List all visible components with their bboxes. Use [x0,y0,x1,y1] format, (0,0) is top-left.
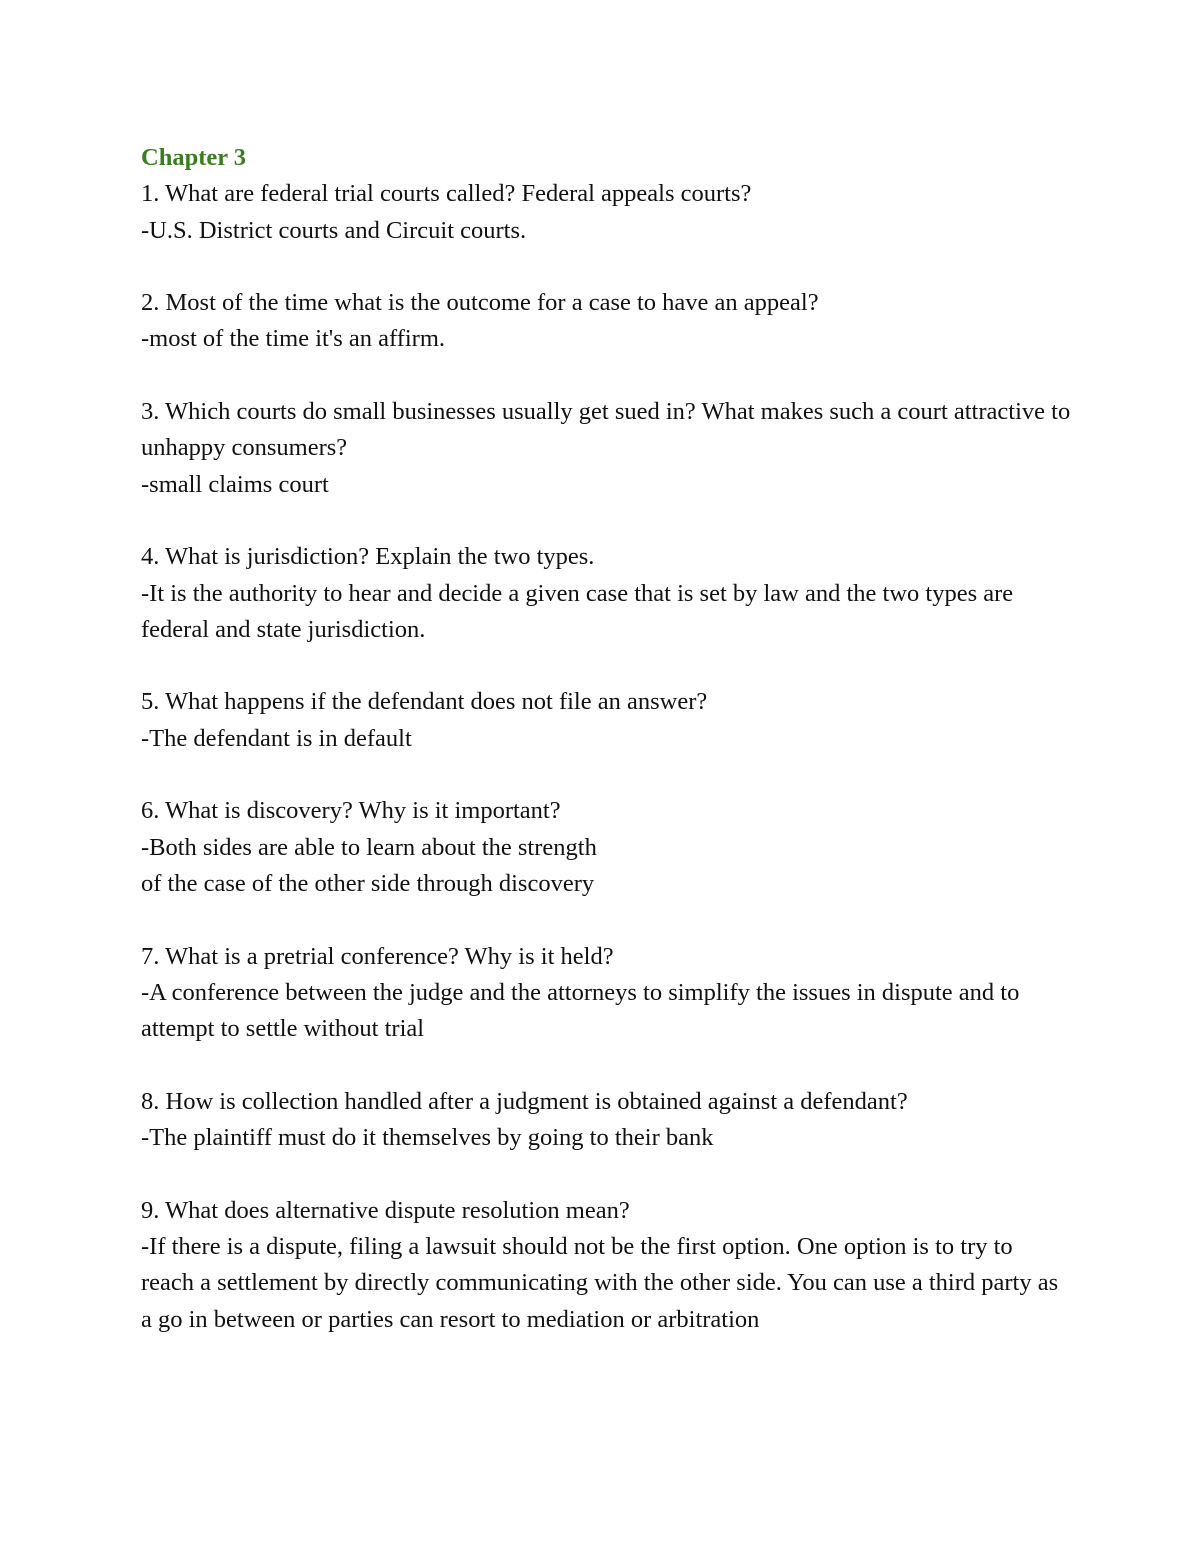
question-4: 4. What is jurisdiction? Explain the two types. [141,543,595,571]
qa-item-4 [141,539,1071,648]
answer-6-line-2: of the case of the other side through discovery [141,869,595,897]
document-content [141,140,1071,1374]
answer-3: -small claims court [141,470,329,498]
question-8: 8. How is collection handled after a judgment is obtained against a defendant? [141,1087,908,1115]
question-7: 7. What is a pretrial conference? Why is it held? [141,942,614,970]
answer-4: -It is the authority to hear and decide a given case that is set by law and the two types are federal and state jurisdiction. [141,579,1014,643]
qa-item-8 [141,1084,1071,1157]
qa-item-6 [141,793,1071,902]
question-6: 6. What is discovery? Why is it important? [141,797,561,825]
question-1: 1. What are federal trial courts called? Federal appeals courts? [141,180,752,208]
answer-6-line-1: -Both sides are able to learn about the strength [141,833,597,861]
qa-item-1 [141,176,1071,249]
answer-2: -most of the time it's an affirm. [141,325,446,353]
answer-8: -The plaintiff must do it themselves by going to their bank [141,1124,714,1152]
answer-5: -The defendant is in default [141,724,412,752]
qa-item-9 [141,1193,1071,1338]
qa-item-3 [141,394,1071,503]
qa-item-7 [141,939,1071,1048]
qa-item-5 [141,684,1071,757]
chapter-title: Chapter 3 [141,144,247,171]
answer-1: -U.S. District courts and Circuit courts. [141,216,527,244]
qa-item-2 [141,285,1071,358]
question-3: 3. Which courts do small businesses usually get sued in? What makes such a court attractive to unhappy consumers? [141,398,1071,462]
question-9: 9. What does alternative dispute resolution mean? [141,1196,630,1224]
answer-9: -If there is a dispute, filing a lawsuit should not be the first option. One option is to try to reach a settlement by directly communicating with the other side. You can use a third party as a go in between or parties can resort to mediation or arbitration [141,1232,1059,1333]
question-5: 5. What happens if the defendant does not file an answer? [141,688,708,716]
answer-7: -A conference between the judge and the attorneys to simplify the issues in dispute and to attempt to settle without trial [141,978,1020,1043]
question-2: 2. Most of the time what is the outcome for a case to have an appeal? [141,289,819,317]
